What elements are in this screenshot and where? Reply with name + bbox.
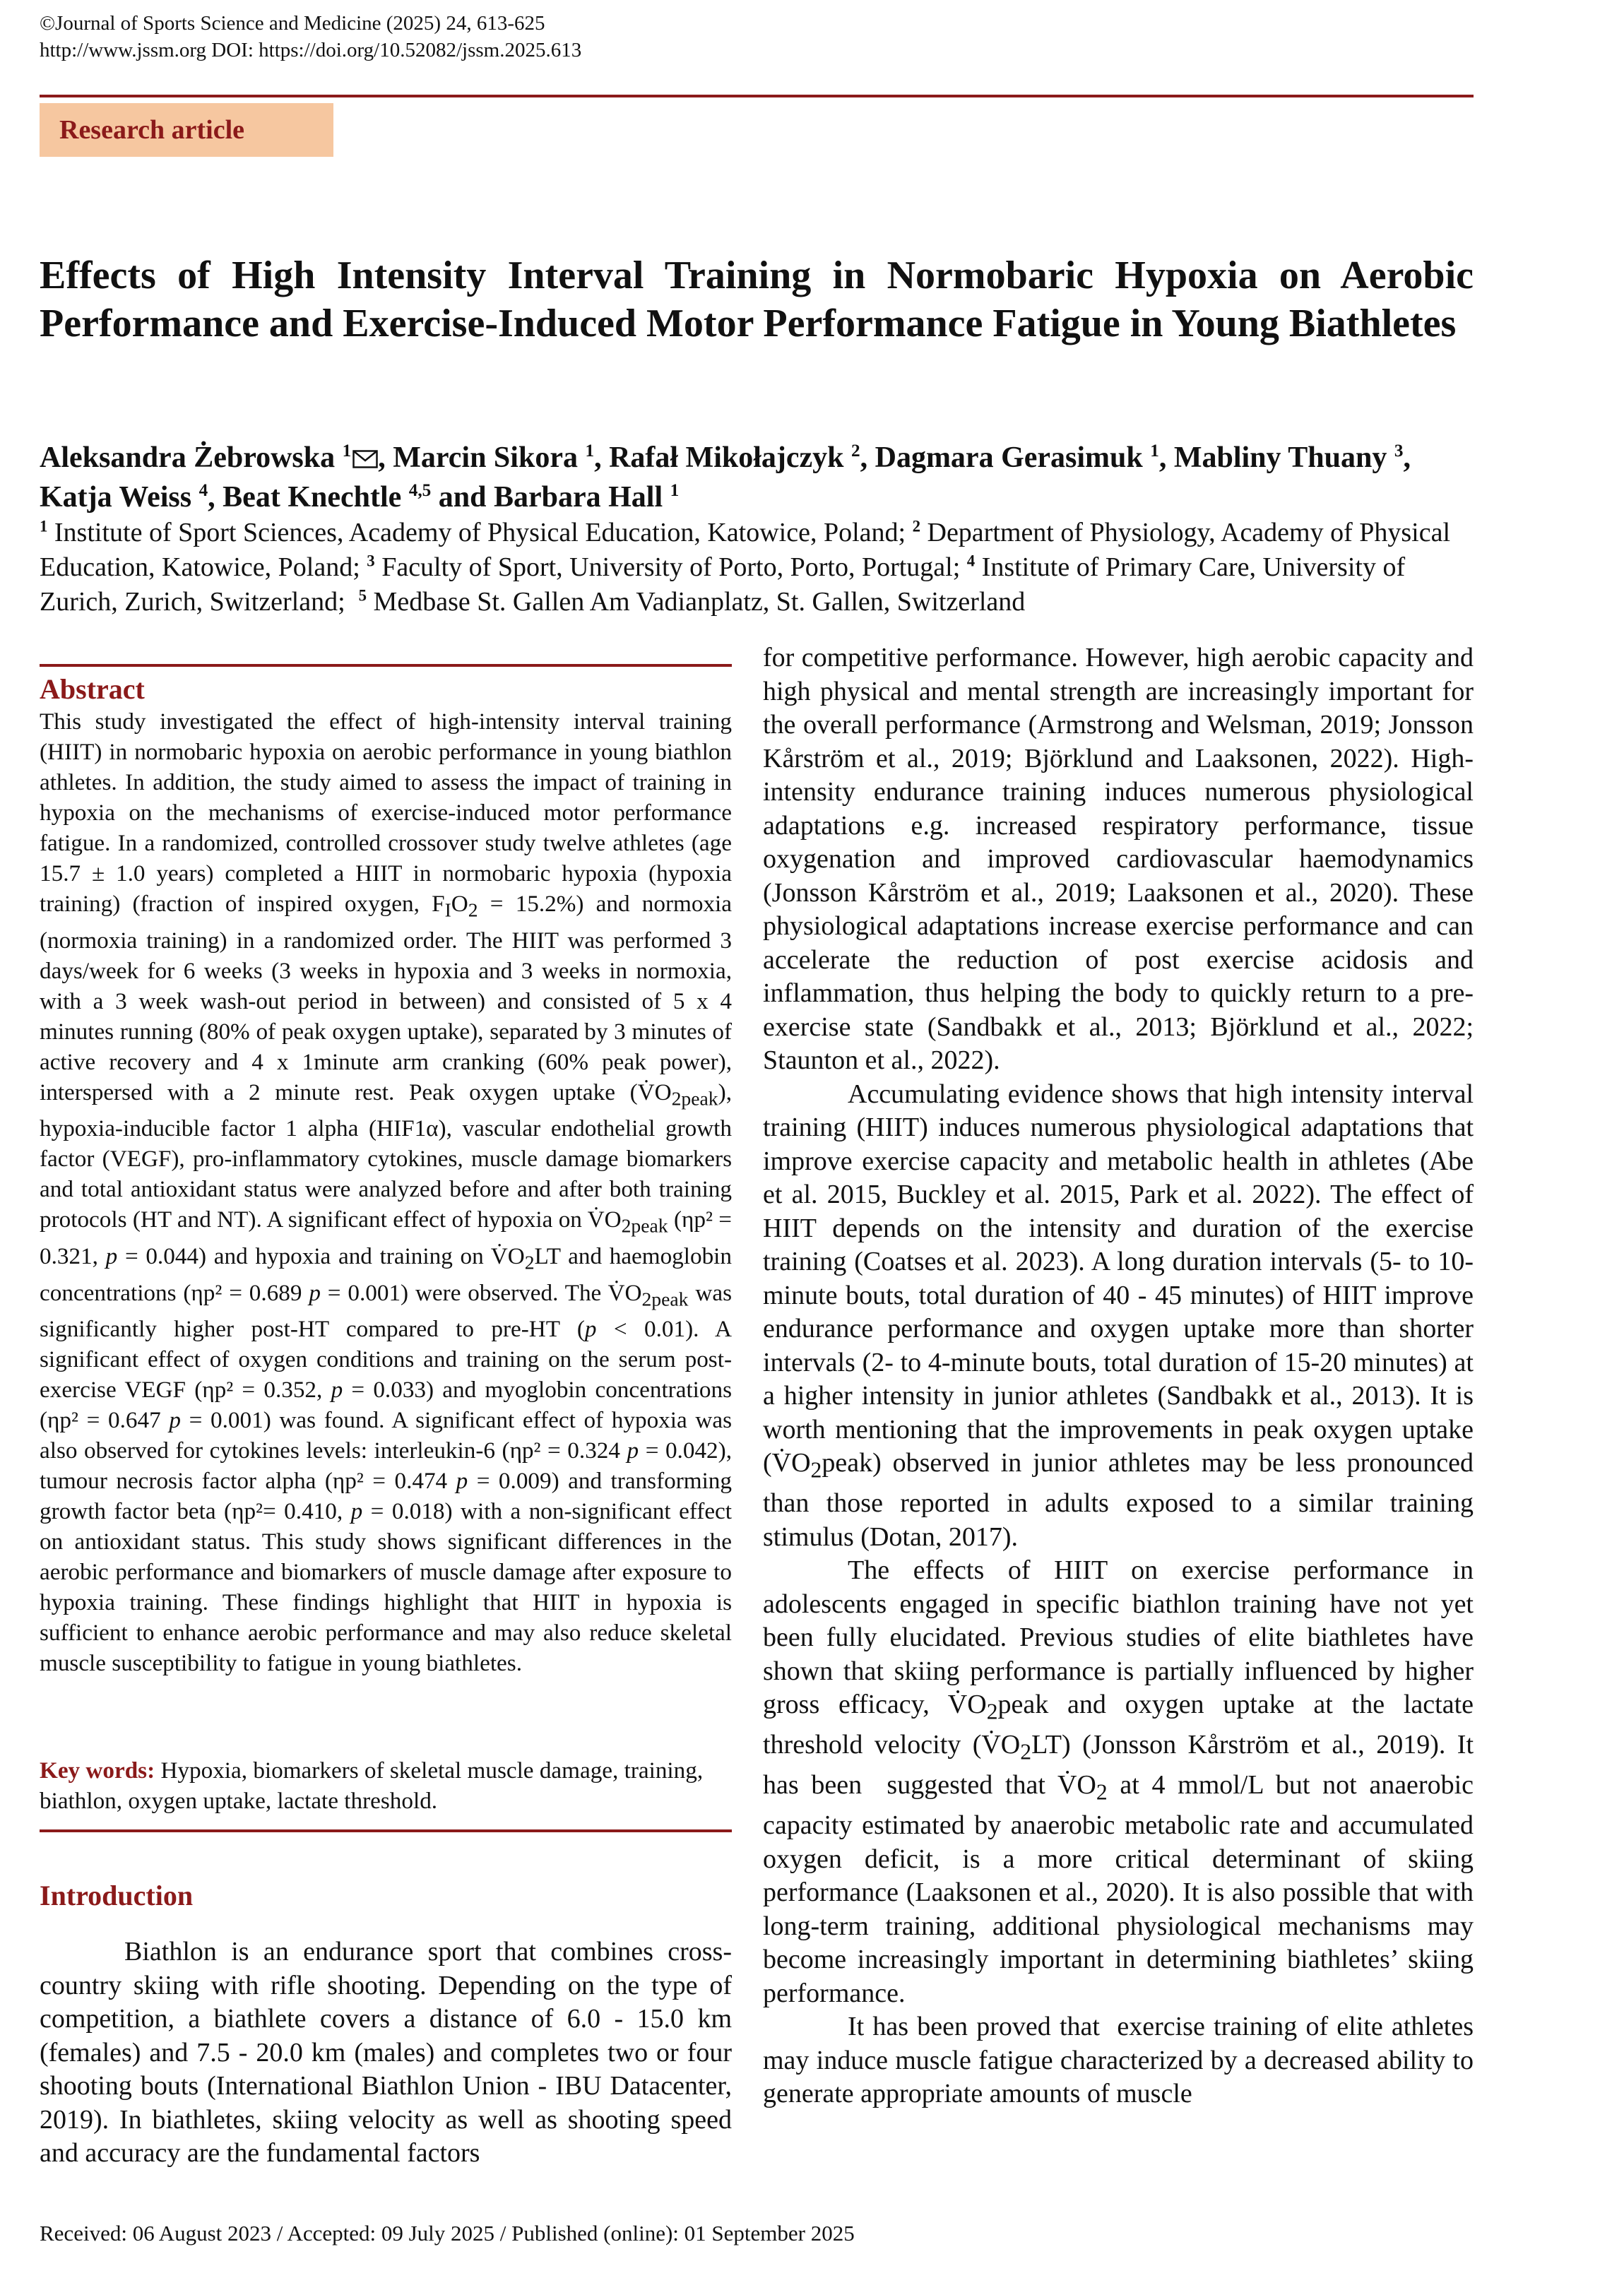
doi-line[interactable]: http://www.jssm.org DOI: https://doi.org/10.52082/jssm.2025.613 — [40, 39, 582, 61]
abstract-body: This study investigated the effect of high-intensity interval training (HIIT) in normobaric hypoxia on aerobic performance in young biathlon athletes. In addition, the study aimed to assess the impact of training in hypoxia on the mechanisms of exercise-induced motor performance fatigue. In a randomized, controlled crossover study twelve athletes (age 15.7 ± 1.0 years) completed a HIIT in normobaric hypoxia (hypoxia training) (fraction of inspired oxygen, $F_IO_2 = 15.2\%$) and normoxia (normoxia training) in a randomized order. The HIIT was performed 3 days/week for 6 weeks (3 weeks in hypoxia and 3 weeks in normoxia, with a 3 week wash-out period in between) and consisted of 5 x 4 minutes running (80% of peak oxygen uptake), separated by 3 minutes of active recovery and 4 x 1minute arm cranking (60% peak power), interspersed with a 2 minute rest. Peak oxygen uptake $(V̇O_{2peak})$, hypoxia-inducible factor 1 alpha (HIF1α), vascular endothelial growth factor (VEGF), pro-inflammatory cytokines, muscle damage biomarkers and total antioxidant status were analyzed before and after both training protocols (HT and NT). A significant effect of hypoxia on $V̇O_{2peak}$ (ηp² = 0.321, p = 0.044) and hypoxia and training on $V̇O_2LT$ and haemoglobin concentrations (ηp² = 0.689 p = 0.001) were observed. The $V̇O_{2peak}$ was significantly higher post-HT compared to pre-HT (p < 0.01). A significant effect of oxygen conditions and training on the serum post-exercise VEGF (ηp² = 0.352, p = 0.033) and myoglobin concentrations (ηp² = 0.647 p = 0.001) was found. A significant effect of hypoxia was also observed for cytokines levels: interleukin-6 (ηp² = 0.324 p = 0.042), tumour necrosis factor alpha (ηp² = 0.474 p = 0.009) and transforming growth factor beta (ηp²= 0.410, p = 0.018) with a non-significant effect on antioxidant status. This study shows significant differences in the aerobic performance and biomarkers of muscle damage after exposure to hypoxia training. These findings highlight that HIIT in hypoxia is sufficient to enhance aerobic performance and may also reduce skeletal muscle susceptibility to fatigue in young biathletes. — [40, 708, 733, 1677]
intro-paragraph-4: It has been proved that exercise training of elite athletes may induce muscle fatigue characterized by a decreased ability to generate appropriate amounts of muscle — [763, 2012, 1474, 2109]
intro-paragraph-3: The effects of HIIT on exercise performance in adolescents engaged in specific biathlon training have not yet been fully elucidated. Previous studies of elite biathletes have shown that skiing performance is partially influenced by higher gross efficacy, $V̇O_2peak$ and oxygen uptake at the lactate threshold velocity $(V̇O_2LT)$ (Jonsson Kårström et al., 2019). It has been suggested that $V̇O_2$ at 4 mmol/L but not anaerobic capacity estimated by anaerobic metabolic rate and accumulated oxygen deficit, is a more critical determinant of skiing performance (Laaksonen et al., 2020). It is also possible that with long-term training, additional physiological mechanisms may become increasingly important in determining biathletes’ skiing performance. — [763, 1555, 1474, 2008]
journal-line: ©Journal of Sports Science and Medicine (2025) 24, 613-625 — [40, 12, 545, 35]
keywords — [40, 1755, 732, 1816]
received-dates: Received: 06 August 2023 / Accepted: 09 July 2025 / Published (online): 01 September 2025 — [40, 2221, 855, 2245]
affiliations: $^1$ Institute of Sport Sciences, Academy of Physical Education, Katowice, Poland; $^2$ Department of Physiology, Academy of Physical Education, Katowice, Poland; $^3$ Faculty of Sport, University of Porto, Porto, Portugal; $^4$ Institute of Primary Care, University of Zurich, Zurich, Switzerland; $^5$ Medbase St. Gallen Am Vadianplatz, St. Gallen, Switzerland — [40, 517, 1451, 617]
header-rule — [40, 95, 1474, 97]
author-list: Aleksandra Żebrowska $^1$ , Marcin Sikora $^1$, Rafał Mikołajczyk $^2$, Dagmara Gerasimuk $^1$, Mabliny Thuany $^3$, Katja Weiss $^4$, Beat Knechtle $^{4,5}$ and Barbara Hall $^1$ — [40, 438, 1474, 517]
keywords-text: Hypoxia, biomarkers of skeletal muscle damage, training, biathlon, oxygen uptake, lactate threshold. — [40, 1757, 704, 1814]
abstract-top-rule — [40, 664, 732, 667]
abstract-bottom-rule — [40, 1829, 732, 1832]
introduction-body — [40, 1935, 732, 2171]
abstract-heading: Abstract — [40, 673, 145, 705]
journal-citation — [40, 10, 545, 37]
mail-icon — [352, 439, 378, 458]
article-type-label: Research article — [59, 115, 245, 145]
keywords-label: Key words: — [40, 1757, 155, 1784]
intro-paragraph-2: Accumulating evidence shows that high intensity interval training (HIIT) induces numerous physiological adaptations that improve exercise capacity and metabolic health in athletes (Abe et al. 2015, Buckley et al. 2015, Park et al. 2022). The effect of HIIT depends on the intensity and duration of the exercise training (Coatses et al. 2023). A long duration intervals (5- to 10-minute bouts, total duration of 40 - 45 minutes) of HIIT improve endurance performance and oxygen uptake more than shorter intervals (2- to 4-minute bouts, total duration of 15-20 minutes) at a higher intensity in junior athletes (Sandbakk et al., 2013). It is worth mentioning that the improvements in peak oxygen uptake $(V̇O_2peak)$ observed in junior athletes may be less pronounced than those reported in adults exposed to a similar training stimulus (Dotan, 2017). — [763, 1079, 1474, 1552]
right-column — [763, 641, 1474, 2111]
article-type-badge — [40, 103, 333, 157]
paper-title: Effects of High Intensity Interval Training in Normobaric Hypoxia on Aerobic Performance and Exercise-Induced Motor Performance Fatigue in Young Biathletes — [40, 254, 1474, 345]
intro-paragraph-1: for competitive performance. However, high aerobic capacity and high physical and mental strength are increasingly important for the overall performance (Armstrong and Welsman, 2019; Jonsson Kårström et al., 2019; Björklund and Laaksonen, 2022). High-intensity endurance training induces numerous physiological adaptations e.g. increased respiratory performance, tissue oxygenation and improved cardiovascular haemodynamics (Jonsson Kårström et al., 2019; Laaksonen et al., 2020). These physiological adaptations increase exercise performance and can accelerate the reduction of post exercise acidosis and inflammation, thus helping the body to quickly return to a pre-exercise state (Sandbakk et al., 2013; Björklund et al., 2022; Staunton et al., 2022). — [763, 643, 1474, 1075]
introduction-heading: Introduction — [40, 1880, 194, 1911]
introduction-paragraph: Biathlon is an endurance sport that combines cross-country skiing with rifle shooting. Depending on the type of competition, a biathlete covers a distance of 6.0 - 15.0 km (females) and 7.5 - 20.0 km (males) and completes two or four shooting bouts (International Biathlon Union - IBU Datacenter, 2019). In biathletes, skiing velocity as well as shooting speed and accuracy are the fundamental factors — [40, 1937, 732, 2168]
